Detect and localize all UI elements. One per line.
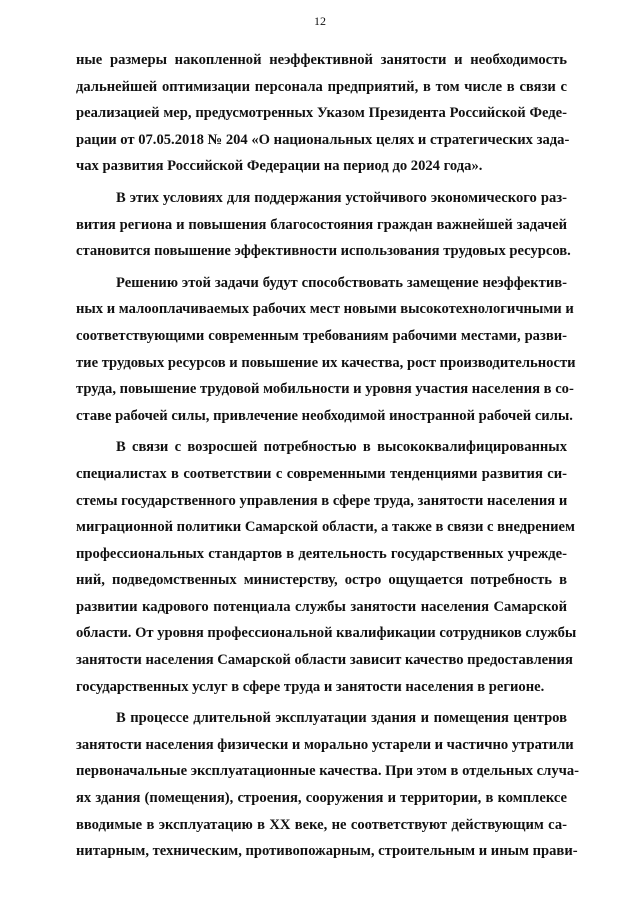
text-line: первоначальные эксплуатационные качества. При этом в отдельных случа- — [76, 763, 580, 780]
text-line: профессиональных стандартов в деятельность государственных учрежде- — [76, 545, 567, 562]
text-line: государственных услуг в сфере труда и занятости населения в регионе. — [76, 678, 545, 695]
text-line: соответствующими современным требованиям рабочими местами, разви- — [76, 327, 567, 344]
text-line: Решению этой задачи будут способствовать замещение неэффектив- — [116, 274, 567, 291]
document-body — [76, 47, 580, 865]
paragraph-2 — [76, 185, 571, 265]
text-line: ных и малооплачиваемых рабочих мест новыми высокотехнологичными и — [76, 301, 574, 318]
text-line: вития региона и повышения благосостояния граждан важнейшей задачей — [76, 216, 567, 233]
text-line: вводимые в эксплуатацию в XX веке, не соответствуют действующим са- — [76, 816, 567, 833]
paragraph-5 — [76, 705, 580, 865]
text-line: стемы государственного управления в сфере труда, занятости населения и — [76, 492, 568, 509]
text-line: развитии кадрового потенциала службы занятости населения Самарской — [76, 598, 567, 615]
text-line: дальнейшей оптимизации персонала предприятий, в том числе в связи с — [76, 78, 567, 95]
text-line: ные размеры накопленной неэффективной занятости и необходимость — [76, 52, 567, 68]
text-line: нитарным, техническим, противопожарным, строительным и иным прави- — [76, 843, 578, 860]
text-line: ях здания (помещения), строения, сооружения и территории, в комплексе — [76, 790, 567, 807]
text-line: В связи с возросшей потребностью в высококвалифицированных — [116, 439, 567, 456]
text-line: реализацией мер, предусмотренных Указом Президента Российской Феде- — [76, 105, 567, 122]
text-line: становится повышение эффективности использования трудовых ресурсов. — [76, 243, 571, 260]
text-line: труда, повышение трудовой мобильности и уровня участия населения в со- — [76, 381, 574, 398]
paragraph-1 — [76, 47, 570, 180]
text-line: миграционной политики Самарской области, а также в связи с внедрением — [76, 519, 575, 536]
text-line: занятости населения Самарской области зависит качество предоставления — [76, 652, 573, 669]
text-line: чах развития Российской Федерации на период до 2024 года». — [76, 158, 483, 175]
paragraph-3 — [76, 270, 576, 430]
page-number: 12 — [314, 14, 326, 28]
text-line: занятости населения физически и морально устарели и частично утратили — [76, 736, 574, 753]
text-line: ний, подведомственных министерству, остро ощущается потребность в — [76, 572, 567, 589]
text-line: ставе рабочей силы, привлечение необходимой иностранной рабочей силы. — [76, 407, 573, 424]
text-line: рации от 07.05.2018 № 204 «О национальных целях и стратегических зада- — [76, 131, 570, 148]
paragraph-4 — [76, 434, 577, 700]
text-line: области. От уровня профессиональной квалификации сотрудников службы — [76, 625, 577, 642]
text-line: тие трудовых ресурсов и повышение их качества, рост производительности — [76, 354, 576, 371]
text-line: специалистах в соответствии с современными тенденциями развития си- — [76, 465, 567, 482]
text-line: В процессе длительной эксплуатации здания и помещения центров — [116, 710, 567, 727]
text-line: В этих условиях для поддержания устойчивого экономического раз- — [116, 189, 567, 206]
